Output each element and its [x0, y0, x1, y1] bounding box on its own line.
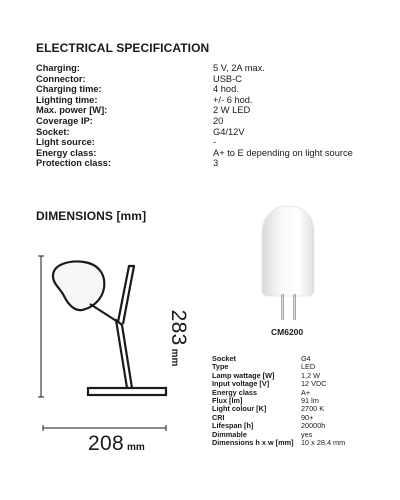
bulb-pin-right — [293, 294, 296, 320]
lamp-globe — [53, 262, 104, 311]
bulb-spec-label: Input voltage [V] — [212, 379, 270, 389]
spec-row — [36, 137, 386, 148]
spec-row — [36, 84, 386, 95]
bulb-image — [254, 204, 330, 324]
bulb-spec-value: G4 — [301, 354, 311, 363]
bulb-spec-value: A+ — [301, 387, 311, 397]
height-value: 283 — [167, 309, 190, 346]
spec-value: G4/12V — [213, 126, 245, 137]
bulb-pin-left — [281, 294, 284, 320]
bulb-spec-label: CRI — [212, 412, 225, 422]
spec-label: Light source: — [36, 137, 95, 148]
bulb-spec-value: LED — [301, 362, 316, 372]
bulb-spec-label: Light colour [K] — [212, 404, 267, 414]
bulb-spec-value: 1,2 W — [301, 370, 321, 380]
height-unit: mm — [169, 348, 180, 367]
spec-row — [36, 105, 386, 116]
spec-label: Lighting time: — [36, 94, 98, 105]
electrical-spec-table — [36, 63, 386, 169]
spec-row — [36, 63, 386, 74]
spec-value: +/- 6 hod. — [213, 94, 253, 105]
spec-value: 3 — [213, 158, 219, 169]
spec-label: Connector: — [36, 73, 86, 84]
spec-value: USB-C — [213, 73, 242, 84]
spec-row — [36, 74, 386, 85]
spec-label: Coverage IP: — [36, 115, 93, 126]
bulb-spec-value: 91 lm — [301, 396, 319, 406]
spec-label: Energy class: — [36, 147, 97, 158]
height-dimension-bracket — [38, 256, 44, 397]
spec-value: 5 V, 2A max. — [213, 63, 265, 73]
bulb-spec-label: Socket — [212, 354, 236, 363]
height-dimension-label — [166, 298, 190, 378]
bulb-spec-label: Energy class — [212, 387, 258, 397]
electrical-spec-title: ELECTRICAL SPECIFICATION — [36, 41, 210, 55]
dimensions-title: DIMENSIONS [mm] — [36, 209, 147, 223]
bulb-spec-label: Dimmable — [212, 429, 247, 439]
spec-label: Socket: — [36, 126, 70, 137]
bulb-spec-value: 12 VDC — [301, 379, 327, 389]
spec-value: 20 — [213, 115, 224, 126]
bulb-spec-value: 90+ — [301, 412, 314, 422]
spec-row — [36, 95, 386, 106]
spec-label: Protection class: — [36, 158, 111, 169]
bulb-spec-label: Dimensions h x w [mm] — [212, 438, 294, 448]
bulb-spec-value: 20000h — [301, 421, 326, 431]
bulb-body — [262, 206, 314, 296]
bulb-spec-label: Flux [lm] — [212, 396, 243, 406]
spec-row — [36, 127, 386, 138]
bulb-spec-value: 10 x 28,4 mm — [301, 438, 346, 448]
bulb-spec-label: Type — [212, 362, 229, 372]
spec-value: 2 W LED — [213, 105, 251, 116]
bulb-spec-value: yes — [301, 429, 313, 439]
spec-row — [36, 158, 386, 169]
spec-value: - — [213, 137, 217, 148]
width-dimension-bracket — [43, 425, 166, 431]
spec-value: A+ to E depending on light source — [213, 147, 353, 158]
width-value: 208 — [88, 432, 124, 455]
bulb-code: CM6200 — [271, 327, 304, 337]
lamp-base — [88, 388, 166, 395]
spec-label: Charging: — [36, 63, 80, 73]
bulb-spec-label: Lifespan [h] — [212, 421, 254, 431]
spec-label: Charging time: — [36, 84, 102, 95]
lamp-handle — [118, 266, 134, 324]
width-unit: mm — [126, 442, 145, 453]
bulb-spec-table — [212, 355, 392, 447]
bulb-spec-value: 2700 K — [301, 404, 325, 414]
bulb-spec-label: Lamp wattage [W] — [212, 370, 275, 380]
spec-row — [36, 116, 386, 127]
bulb-spec-row — [212, 439, 392, 447]
lamp-stem — [116, 320, 132, 388]
lamp-arm — [90, 304, 118, 322]
spec-value: 4 hod. — [213, 84, 239, 95]
spec-row — [36, 148, 386, 159]
spec-label: Max. power [W]: — [36, 105, 108, 116]
width-dimension-label — [88, 432, 145, 456]
